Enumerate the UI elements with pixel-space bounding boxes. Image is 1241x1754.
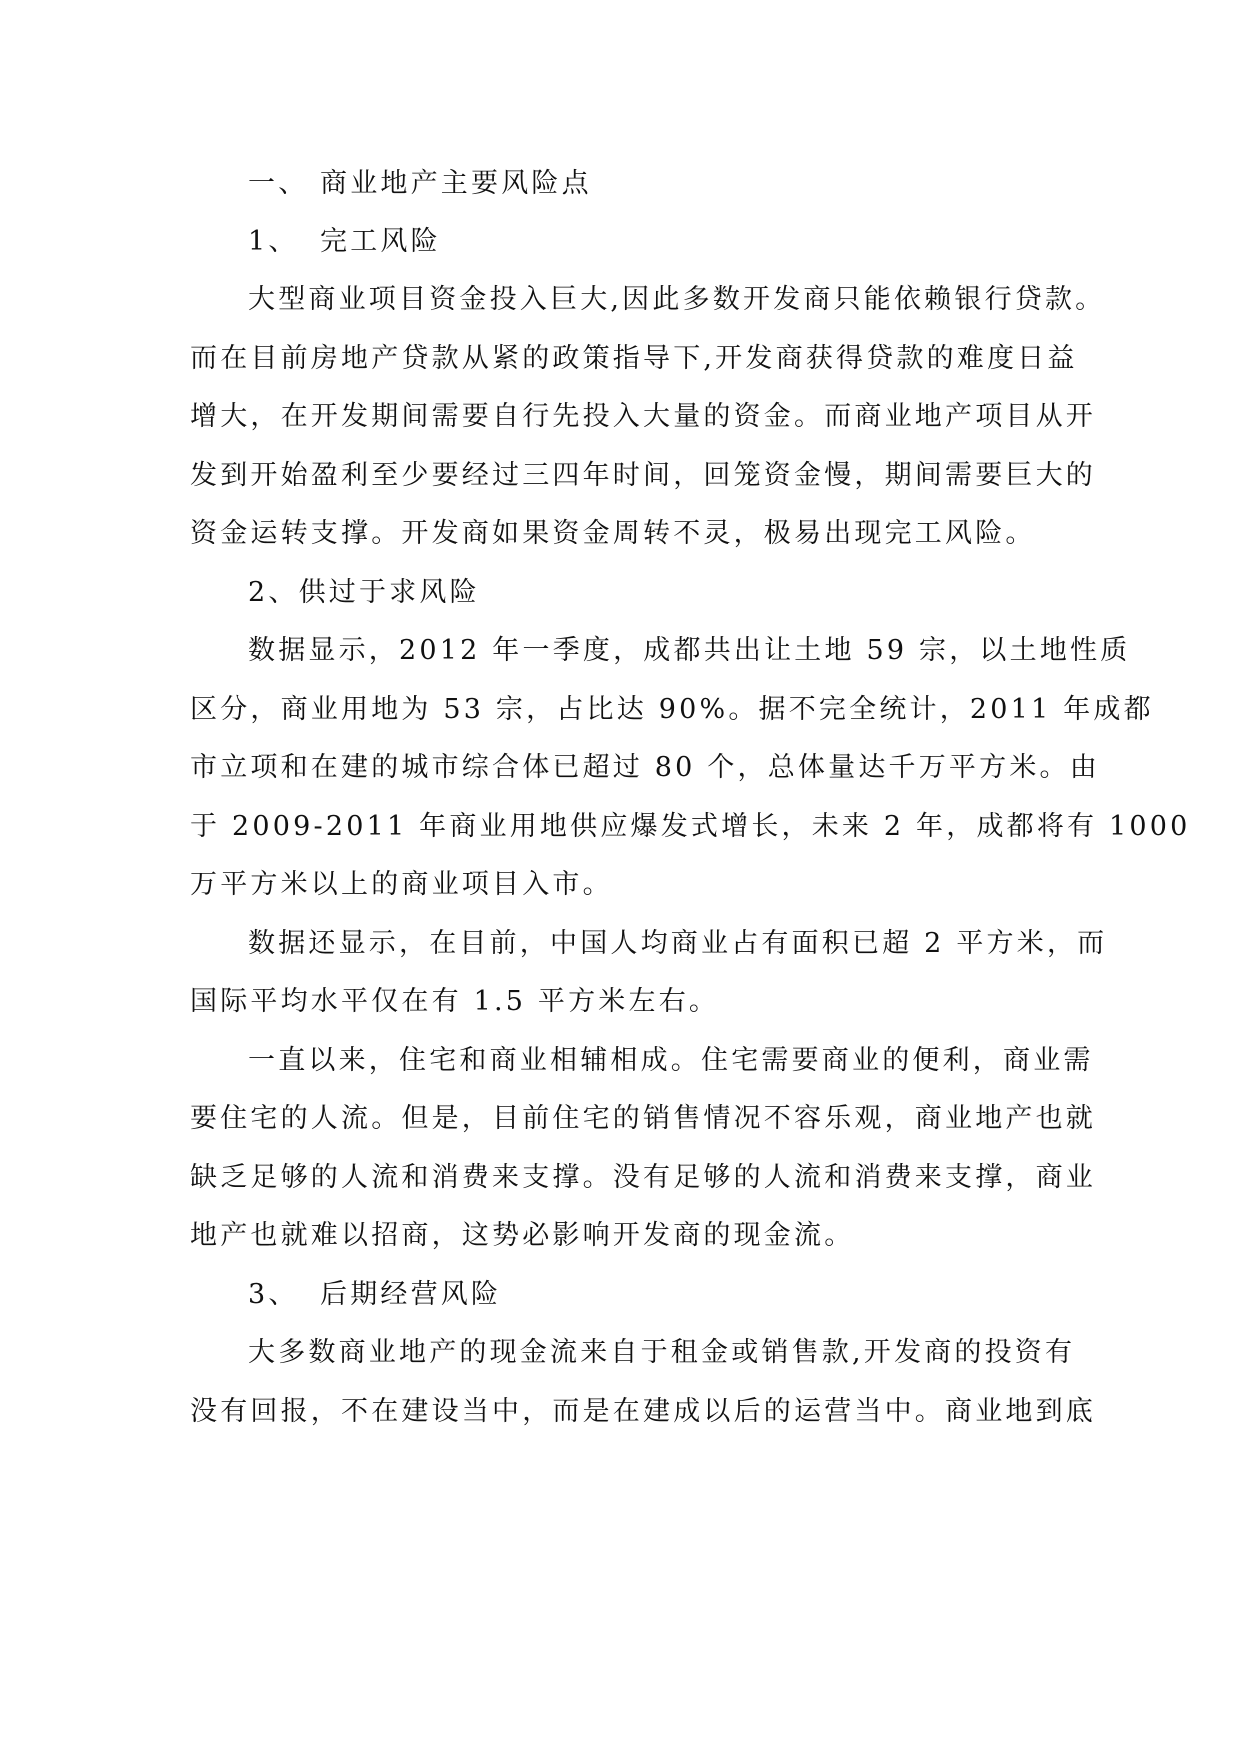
section-heading-1-text: 完工风险 (320, 226, 441, 257)
paragraph-line: 万平方米以上的商业项目入市。 (190, 869, 613, 900)
paragraph-line: 增大，在开发期间需要自行先投入大量的资金。而商业地产项目从开 (190, 401, 1096, 432)
paragraph-line: 资金运转支撑。开发商如果资金周转不灵，极易出现完工风险。 (190, 518, 1036, 549)
main-heading-marker: 一、 (248, 168, 309, 199)
section-heading-3-text: 后期经营风险 (320, 1279, 502, 1310)
paragraph-line: 区分，商业用地为 53 宗，占比达 90%。据不完全统计，2011 年成都 (190, 694, 1154, 725)
paragraph-line: 大型商业项目资金投入巨大,因此多数开发商只能依赖银行贷款。 (248, 284, 1106, 315)
section-heading-1 (248, 222, 1050, 262)
paragraph-line: 数据显示，2012 年一季度，成都共出让土地 59 宗，以土地性质 (248, 635, 1131, 666)
paragraph-line: 市立项和在建的城市综合体已超过 80 个，总体量达千万平方米。由 (190, 752, 1100, 783)
section-heading-2: 2、供过于求风险 (248, 577, 480, 608)
paragraph-line: 国际平均水平仅在有 1.5 平方米左右。 (190, 986, 720, 1017)
paragraph-line: 缺乏足够的人流和消费来支撑。没有足够的人流和消费来支撑，商业 (190, 1162, 1096, 1193)
paragraph-line: 而在目前房地产贷款从紧的政策指导下,开发商获得贷款的难度日益 (190, 343, 1078, 374)
main-heading-text: 商业地产主要风险点 (320, 168, 592, 199)
paragraph-line: 数据还显示，在目前，中国人均商业占有面积已超 2 平方米，而 (248, 928, 1108, 959)
section-heading-1-marker: 1、 (248, 226, 299, 257)
main-heading (248, 164, 1050, 204)
paragraph-line: 于 2009-2011 年商业用地供应爆发式增长，未来 2 年，成都将有 1000 (190, 811, 1191, 842)
section-heading-3-marker: 3、 (248, 1279, 299, 1310)
paragraph-line: 一直以来，住宅和商业相辅相成。住宅需要商业的便利，商业需 (248, 1045, 1094, 1076)
paragraph-line: 大多数商业地产的现金流来自于租金或销售款,开发商的投资有 (248, 1337, 1076, 1368)
paragraph-line: 要住宅的人流。但是，目前住宅的销售情况不容乐观，商业地产也就 (190, 1103, 1096, 1134)
paragraph-line: 地产也就难以招商，这势必影响开发商的现金流。 (190, 1220, 855, 1251)
section-heading-3 (248, 1275, 1050, 1315)
paragraph-line: 发到开始盈利至少要经过三四年时间，回笼资金慢，期间需要巨大的 (190, 460, 1096, 491)
paragraph-line: 没有回报，不在建设当中，而是在建成以后的运营当中。商业地到底 (190, 1396, 1096, 1427)
